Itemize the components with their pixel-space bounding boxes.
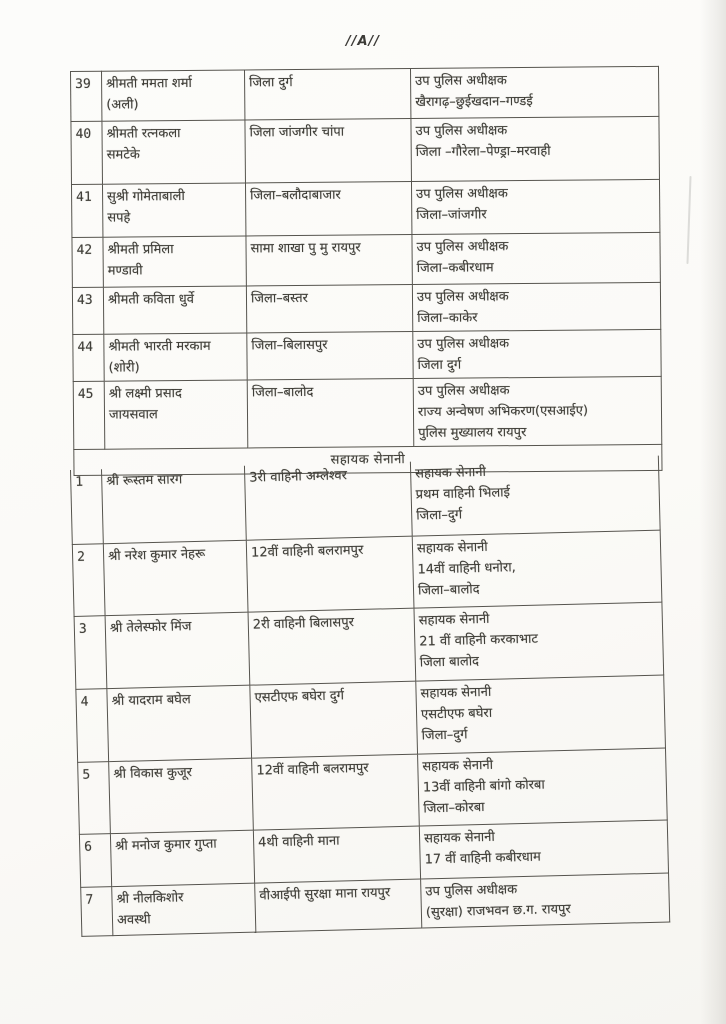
page-number: //A// bbox=[345, 34, 381, 49]
cell-name: श्री रूस्तम सारग bbox=[101, 466, 246, 543]
cell-new-posting: सहायक सेनानी 14वीं वाहिनी धनोरा, जिला–बालोद bbox=[412, 530, 662, 608]
cell-current-posting: जिला–बिलासपुर bbox=[247, 332, 413, 380]
cell-current-posting: जिला–बलौदाबाजार bbox=[245, 182, 411, 236]
table-row bbox=[70, 456, 660, 544]
cell-new-posting: उप पुलिस अधीक्षक खैरागढ़–छुईखदान–गण्डई bbox=[410, 66, 658, 118]
cell-new-posting: सहायक सेनानी 21 वीं वाहिनी करकाभाट जिला बालोद bbox=[414, 602, 664, 681]
cell-current-posting: 3री वाहिनी अम्लेश्वर bbox=[244, 462, 412, 540]
page-edge-shadow bbox=[700, 0, 726, 1024]
scan-artifact-streak bbox=[686, 176, 691, 264]
cell-current-posting: जिला–बस्तर bbox=[246, 285, 412, 333]
cell-serial: 4 bbox=[76, 688, 109, 762]
cell-name: श्री विकास कुजूर bbox=[109, 758, 254, 833]
cell-current-posting: 2री वाहिनी बिलासपुर bbox=[248, 608, 416, 685]
cell-serial: 5 bbox=[78, 761, 111, 834]
table-row bbox=[72, 232, 660, 287]
cell-serial: 42 bbox=[72, 237, 103, 287]
cell-current-posting: जिला जांजगीर चांपा bbox=[245, 119, 412, 183]
cell-current-posting: 12वीं वाहिनी बलरामपुर bbox=[246, 536, 414, 612]
cell-name: श्री नरेश कुमार नेहरू bbox=[103, 540, 248, 615]
cell-current-posting: वीआईपी सुरक्षा माना रायपुर bbox=[255, 879, 422, 932]
cell-name: श्री मनोज कुमार गुप्ता bbox=[110, 830, 254, 886]
cell-name: श्रीमती कविता धुर्वे bbox=[103, 286, 246, 334]
cell-serial: 44 bbox=[73, 334, 104, 381]
cell-name: सुश्री गोमेताबाली सपहे bbox=[102, 183, 245, 237]
cell-new-posting: उप पुलिस अधीक्षक जिला–काकेर bbox=[412, 282, 660, 331]
table-row bbox=[73, 329, 661, 381]
cell-serial: 40 bbox=[71, 121, 103, 184]
table-row bbox=[71, 116, 660, 184]
table-row bbox=[72, 282, 660, 334]
cell-name: श्रीमती प्रमिला मण्डावी bbox=[103, 236, 246, 287]
cell-new-posting: सहायक सेनानी 17 वीं वाहिनी कबीरधाम bbox=[419, 820, 668, 879]
cell-serial: 41 bbox=[71, 184, 102, 237]
cell-new-posting: उप पुलिस अधीक्षक (सुरक्षा) राजभवन छ.ग. रायपुर bbox=[421, 872, 670, 927]
cell-current-posting: सामा शाखा पु मु रायपुर bbox=[246, 235, 412, 286]
cell-serial: 43 bbox=[72, 287, 103, 334]
table-row bbox=[73, 376, 662, 449]
cell-name: श्रीमती रत्नकला समटेके bbox=[102, 120, 246, 184]
section-header-label: सहायक सेनानी bbox=[74, 444, 662, 475]
cell-new-posting: सहायक सेनानी एसटीएफ बघेरा जिला–दुर्ग bbox=[416, 675, 666, 754]
cell-new-posting: सहायक सेनानी 13वीं वाहिनी बांगो कोरबा जिला–कोरबा bbox=[418, 748, 668, 826]
cell-new-posting: उप पुलिस अधीक्षक जिला–कबीरधाम bbox=[412, 232, 660, 284]
cell-serial: 39 bbox=[71, 71, 102, 121]
cell-new-posting: उप पुलिस अधीक्षक जिला–जांजगीर bbox=[411, 179, 659, 234]
cell-name: श्रीमती ममता शर्मा (अली) bbox=[102, 70, 245, 121]
cell-name: श्रीमती भारती मरकाम (शोरी) bbox=[104, 333, 247, 381]
cell-name: श्री तेलेस्फोर मिंज bbox=[105, 612, 250, 688]
table-row bbox=[71, 66, 659, 121]
cell-serial: 7 bbox=[81, 886, 113, 936]
cell-serial: 2 bbox=[72, 543, 105, 616]
cell-serial: 6 bbox=[79, 833, 111, 887]
cell-name: श्री नीलकिशोर अवस्थी bbox=[112, 883, 256, 935]
cell-new-posting: उप पुलिस अधीक्षक जिला दुर्ग bbox=[413, 329, 661, 378]
cell-current-posting: 4थी वाहिनी माना bbox=[253, 826, 420, 883]
cell-current-posting: जिला–बालोद bbox=[247, 379, 414, 448]
cell-new-posting: सहायक सेनानी प्रथम वाहिनी भिलाई जिला–दुर्ग bbox=[410, 456, 660, 536]
cell-current-posting: एसटीएफ बघेरा दुर्ग bbox=[250, 681, 418, 758]
cell-new-posting: उप पुलिस अधीक्षक जिला –गौरेला–पेण्ड्रा–मरवाही bbox=[411, 116, 660, 181]
cell-new-posting: उप पुलिस अधीक्षक राज्य अन्वेषण अभिकरण(एसआईए) पुलिस मुख्यालय रायपुर bbox=[413, 376, 662, 446]
transfer-table-upper bbox=[70, 66, 663, 476]
cell-current-posting: जिला दुर्ग bbox=[244, 69, 410, 120]
transfer-table-lower bbox=[70, 456, 670, 937]
cell-serial: 3 bbox=[74, 615, 107, 689]
cell-serial: 45 bbox=[73, 381, 105, 449]
table-row bbox=[71, 179, 659, 237]
cell-name: श्री यादराम बघेल bbox=[107, 685, 252, 761]
cell-serial: 1 bbox=[70, 469, 103, 544]
cell-current-posting: 12वीं वाहिनी बलरामपुर bbox=[252, 754, 420, 830]
cell-name: श्री लक्ष्मी प्रसाद जायसवाल bbox=[104, 380, 248, 449]
